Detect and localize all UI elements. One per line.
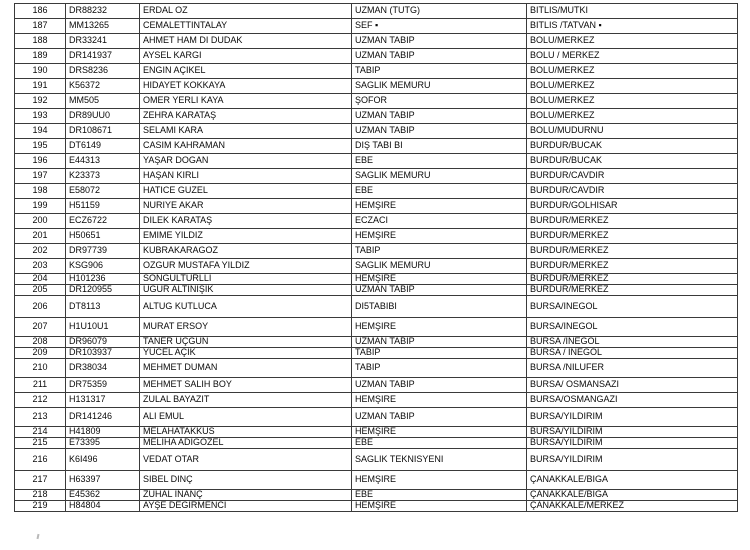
- cell-location: BURDUR/MERKEZ: [527, 229, 738, 244]
- cell-code: DR75359: [66, 378, 140, 393]
- cell-code: K56372: [66, 79, 140, 94]
- cell-location: BOLU/MERKEZ: [527, 109, 738, 124]
- cell-name: ALTUG KUTLUCA: [140, 296, 352, 318]
- table-row: [15, 19, 738, 34]
- cell-name: YAŞAR DOGAN: [140, 154, 352, 169]
- cell-location: BOLU/MUDURNU: [527, 124, 738, 139]
- cell-row-number: 190: [15, 64, 66, 79]
- cell-code: DR103937: [66, 348, 140, 359]
- cell-location: BURSA/INEGOL: [527, 318, 738, 337]
- cell-row-number: 203: [15, 259, 66, 274]
- personnel-table: [14, 3, 738, 512]
- cell-title: DI5TABIBI: [352, 296, 527, 318]
- table-row: [15, 244, 738, 259]
- cell-title: TABIP: [352, 64, 527, 79]
- personnel-table-body: [15, 4, 738, 512]
- cell-title: HEMŞIRE: [352, 471, 527, 490]
- cell-title: HEMŞIRE: [352, 318, 527, 337]
- table-row: [15, 274, 738, 285]
- cell-row-number: 217: [15, 471, 66, 490]
- cell-location: BOLU / MERKEZ: [527, 49, 738, 64]
- cell-code: DR141937: [66, 49, 140, 64]
- table-row: [15, 259, 738, 274]
- table-row: [15, 49, 738, 64]
- cell-row-number: 202: [15, 244, 66, 259]
- cell-code: KSG906: [66, 259, 140, 274]
- table-row: [15, 154, 738, 169]
- cell-name: HIDAYET KOKKAYA: [140, 79, 352, 94]
- cell-name: MURAT ERSOY: [140, 318, 352, 337]
- cell-title: HEMŞIRE: [352, 427, 527, 438]
- cell-code: DR89UU0: [66, 109, 140, 124]
- cell-code: DR96079: [66, 337, 140, 348]
- cell-location: BITLIS /TATVAN ▪: [527, 19, 738, 34]
- cell-row-number: 197: [15, 169, 66, 184]
- cell-name: ERDAL OZ: [140, 4, 352, 19]
- cell-code: E45362: [66, 490, 140, 501]
- cell-name: SIBEL DINÇ: [140, 471, 352, 490]
- cell-name: TANER UÇGUN: [140, 337, 352, 348]
- cell-title: HEMŞIRE: [352, 229, 527, 244]
- cell-row-number: 214: [15, 427, 66, 438]
- cell-title: TABIP: [352, 359, 527, 378]
- cell-name: MEHMET SALIH BOY: [140, 378, 352, 393]
- cell-row-number: 208: [15, 337, 66, 348]
- cell-code: DR97739: [66, 244, 140, 259]
- cell-title: ECZACI: [352, 214, 527, 229]
- cell-location: BOLU/MERKEZ: [527, 64, 738, 79]
- cell-row-number: 200: [15, 214, 66, 229]
- table-row: [15, 408, 738, 427]
- cell-code: E44313: [66, 154, 140, 169]
- cell-name: YUCEL AÇIK: [140, 348, 352, 359]
- cell-location: BOLU/MERKEZ: [527, 79, 738, 94]
- cell-location: BURDUR/GOLHISAR: [527, 199, 738, 214]
- cell-code: DR88232: [66, 4, 140, 19]
- cell-row-number: 198: [15, 184, 66, 199]
- cell-title: UZMAN TABIP: [352, 285, 527, 296]
- cell-row-number: 193: [15, 109, 66, 124]
- cell-code: DR141246: [66, 408, 140, 427]
- cell-name: ZUHAL INANÇ: [140, 490, 352, 501]
- cell-location: BURDUR/MERKEZ: [527, 244, 738, 259]
- table-row: [15, 94, 738, 109]
- table-row: [15, 501, 738, 512]
- cell-title: UZMAN TABIP: [352, 337, 527, 348]
- table-row: [15, 337, 738, 348]
- table-row: [15, 490, 738, 501]
- cell-row-number: 188: [15, 34, 66, 49]
- cell-title: SAGLIK MEMURU: [352, 169, 527, 184]
- table-row: [15, 124, 738, 139]
- cell-title: SEF ▪: [352, 19, 527, 34]
- cell-title: HEMŞIRE: [352, 393, 527, 408]
- cell-code: DR108671: [66, 124, 140, 139]
- cell-location: BOLU/MERKEZ: [527, 94, 738, 109]
- cell-name: MEHMET DUMAN: [140, 359, 352, 378]
- cell-row-number: 219: [15, 501, 66, 512]
- cell-name: DILEK KARATAŞ: [140, 214, 352, 229]
- cell-title: SAGLIK MEMURU: [352, 259, 527, 274]
- cell-name: HAŞAN KIRLI: [140, 169, 352, 184]
- table-row: [15, 169, 738, 184]
- cell-title: TABIP: [352, 244, 527, 259]
- cell-title: EBE: [352, 490, 527, 501]
- cell-location: BURDUR/MERKEZ: [527, 214, 738, 229]
- cell-row-number: 189: [15, 49, 66, 64]
- cell-name: CEMALETTINTALAY: [140, 19, 352, 34]
- cell-location: BITLIS/MUTKI: [527, 4, 738, 19]
- cell-code: K23373: [66, 169, 140, 184]
- cell-name: EMIME YILDIZ: [140, 229, 352, 244]
- cell-name: NURIYE AKAR: [140, 199, 352, 214]
- cell-code: H101236: [66, 274, 140, 285]
- cell-row-number: 213: [15, 408, 66, 427]
- cell-title: HEMŞIRE: [352, 199, 527, 214]
- table-row: [15, 427, 738, 438]
- cell-name: MELAHATAKKUS: [140, 427, 352, 438]
- cell-row-number: 191: [15, 79, 66, 94]
- cell-code: MM13265: [66, 19, 140, 34]
- cell-title: SAGLIK MEMURU: [352, 79, 527, 94]
- cell-name: ZEHRA KARATAŞ: [140, 109, 352, 124]
- cell-name: OZGUR MUSTAFA YILDIZ: [140, 259, 352, 274]
- cell-code: H63397: [66, 471, 140, 490]
- cell-name: ZULAL BAYAZIT: [140, 393, 352, 408]
- cell-title: UZMAN TABIP: [352, 408, 527, 427]
- cell-code: DR33241: [66, 34, 140, 49]
- cell-code: K6I496: [66, 449, 140, 471]
- cell-code: E58072: [66, 184, 140, 199]
- cell-code: H84804: [66, 501, 140, 512]
- cell-location: ÇANAKKALE/MERKEZ: [527, 501, 738, 512]
- cell-location: BURSA/YILDIRIM: [527, 449, 738, 471]
- table-row: [15, 393, 738, 408]
- table-row: [15, 378, 738, 393]
- cell-title: UZMAN TABIP: [352, 378, 527, 393]
- cell-title: TABIP: [352, 348, 527, 359]
- cell-name: ALI EMUL: [140, 408, 352, 427]
- cell-title: EBE: [352, 184, 527, 199]
- cell-title: UZMAN TABIP: [352, 124, 527, 139]
- cell-location: BURSA/YILDIRIM: [527, 408, 738, 427]
- cell-code: H1U10U1: [66, 318, 140, 337]
- table-row: [15, 214, 738, 229]
- cell-name: OMER YERLI KAYA: [140, 94, 352, 109]
- cell-row-number: 199: [15, 199, 66, 214]
- cell-code: DR38034: [66, 359, 140, 378]
- table-row: [15, 296, 738, 318]
- table-row: [15, 4, 738, 19]
- cell-title: UZMAN TABIP: [352, 49, 527, 64]
- cell-row-number: 211: [15, 378, 66, 393]
- cell-title: UZMAN TABIP: [352, 34, 527, 49]
- table-row: [15, 449, 738, 471]
- cell-row-number: 206: [15, 296, 66, 318]
- cell-name: MELIHA ADIGOZEL: [140, 438, 352, 449]
- cell-name: HATICE GUZEL: [140, 184, 352, 199]
- cell-title: HEMŞIRE: [352, 274, 527, 285]
- table-row: [15, 184, 738, 199]
- cell-row-number: 209: [15, 348, 66, 359]
- cell-row-number: 212: [15, 393, 66, 408]
- cell-location: BURDUR/BUCAK: [527, 154, 738, 169]
- cell-code: DT6149: [66, 139, 140, 154]
- cell-location: BURDUR/MERKEZ: [527, 285, 738, 296]
- cell-location: BURSA/INEGOL: [527, 296, 738, 318]
- cell-code: H131317: [66, 393, 140, 408]
- cell-location: BURSA/YILDIRIM: [527, 427, 738, 438]
- table-row: [15, 471, 738, 490]
- table-row: [15, 139, 738, 154]
- cell-code: MM505: [66, 94, 140, 109]
- stray-tick-mark: [37, 534, 40, 539]
- table-row: [15, 359, 738, 378]
- cell-location: BURSA /NILUFER: [527, 359, 738, 378]
- cell-name: VEDAT OTAR: [140, 449, 352, 471]
- cell-name: SELAMI KARA: [140, 124, 352, 139]
- cell-location: ÇANAKKALE/BIGA: [527, 471, 738, 490]
- cell-code: H41809: [66, 427, 140, 438]
- cell-name: ENGIN AÇIKEL: [140, 64, 352, 79]
- cell-location: BURSA/YILDIRIM: [527, 438, 738, 449]
- cell-row-number: 186: [15, 4, 66, 19]
- cell-code: ECZ6722: [66, 214, 140, 229]
- cell-title: EBE: [352, 438, 527, 449]
- table-row: [15, 109, 738, 124]
- cell-row-number: 218: [15, 490, 66, 501]
- table-row: [15, 285, 738, 296]
- cell-name: UGUR ALTINIŞIK: [140, 285, 352, 296]
- cell-name: AYSEL KARGI: [140, 49, 352, 64]
- cell-row-number: 194: [15, 124, 66, 139]
- table-row: [15, 348, 738, 359]
- cell-location: BURSA /INEGOL: [527, 337, 738, 348]
- cell-name: SONGULTURLLI: [140, 274, 352, 285]
- cell-row-number: 210: [15, 359, 66, 378]
- table-row: [15, 318, 738, 337]
- cell-title: SAGLIK TEKNISYENI: [352, 449, 527, 471]
- cell-title: ŞOFOR: [352, 94, 527, 109]
- cell-code: DR120955: [66, 285, 140, 296]
- cell-name: CASIM KAHRAMAN: [140, 139, 352, 154]
- cell-title: DIŞ TABI BI: [352, 139, 527, 154]
- cell-row-number: 195: [15, 139, 66, 154]
- table-row: [15, 438, 738, 449]
- cell-code: E73395: [66, 438, 140, 449]
- cell-title: HEMŞIRE: [352, 501, 527, 512]
- table-row: [15, 64, 738, 79]
- cell-location: BURDUR/CAVDIR: [527, 184, 738, 199]
- table-row: [15, 34, 738, 49]
- cell-row-number: 196: [15, 154, 66, 169]
- cell-location: BURDUR/BUCAK: [527, 139, 738, 154]
- cell-code: H51159: [66, 199, 140, 214]
- cell-location: BURSA/OSMANGAZI: [527, 393, 738, 408]
- cell-location: BURDUR/CAVDIR: [527, 169, 738, 184]
- cell-row-number: 204: [15, 274, 66, 285]
- cell-row-number: 192: [15, 94, 66, 109]
- cell-location: BURDUR/MERKEZ: [527, 274, 738, 285]
- cell-row-number: 215: [15, 438, 66, 449]
- cell-code: DRS8236: [66, 64, 140, 79]
- table-row: [15, 229, 738, 244]
- cell-row-number: 207: [15, 318, 66, 337]
- cell-location: BURSA / INEGOL: [527, 348, 738, 359]
- cell-title: EBE: [352, 154, 527, 169]
- cell-name: AHMET HAM DI DUDAK: [140, 34, 352, 49]
- table-row: [15, 79, 738, 94]
- cell-location: BURSA/ OSMANSAZI: [527, 378, 738, 393]
- cell-row-number: 201: [15, 229, 66, 244]
- cell-row-number: 205: [15, 285, 66, 296]
- cell-name: AYŞE DEGIRMENCI: [140, 501, 352, 512]
- cell-title: UZMAN TABIP: [352, 109, 527, 124]
- cell-row-number: 187: [15, 19, 66, 34]
- cell-row-number: 216: [15, 449, 66, 471]
- cell-location: BURDUR/MERKEZ: [527, 259, 738, 274]
- cell-location: BOLU/MERKEZ: [527, 34, 738, 49]
- cell-code: DT8113: [66, 296, 140, 318]
- cell-title: UZMAN (TUTG): [352, 4, 527, 19]
- cell-name: KUBRAKARAGOZ: [140, 244, 352, 259]
- cell-location: ÇANAKKALE/BIGA: [527, 490, 738, 501]
- table-row: [15, 199, 738, 214]
- cell-code: H50651: [66, 229, 140, 244]
